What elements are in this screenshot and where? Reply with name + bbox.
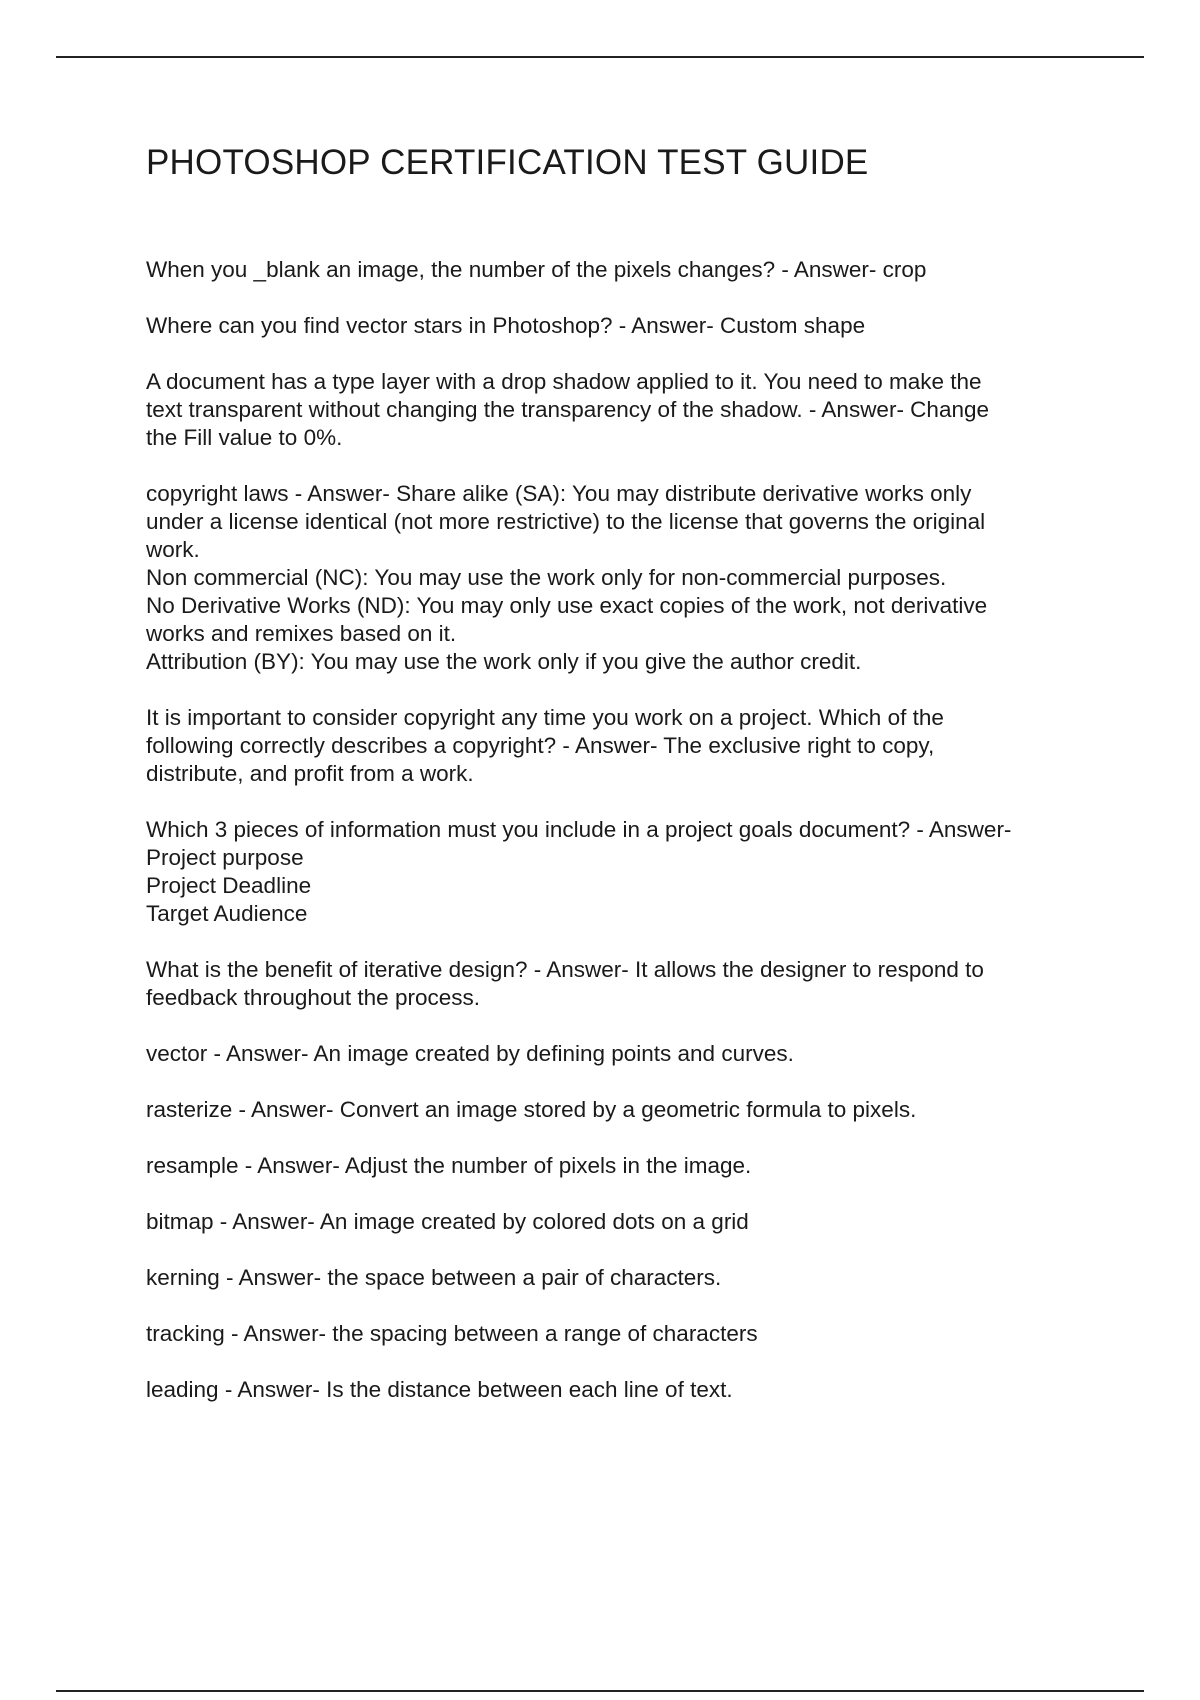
qa-entry-line: distribute, and profit from a work.: [146, 761, 474, 786]
qa-entry: [146, 1264, 1086, 1292]
qa-entry: [146, 1208, 1086, 1236]
qa-entry-line: Where can you find vector stars in Photoshop? - Answer- Custom shape: [146, 313, 866, 338]
qa-entry-line: the Fill value to 0%.: [146, 425, 343, 450]
qa-entry-line: feedback throughout the process.: [146, 985, 480, 1010]
qa-entry-line: work.: [146, 537, 200, 562]
qa-entry-line: Project purpose: [146, 845, 304, 870]
qa-entry-line: tracking - Answer- the spacing between a range of characters: [146, 1321, 758, 1346]
qa-entry-line: bitmap - Answer- An image created by colored dots on a grid: [146, 1209, 749, 1234]
qa-entry: [146, 312, 1086, 340]
top-rule: [56, 56, 1144, 58]
qa-entry-line: under a license identical (not more restrictive) to the license that governs the original: [146, 509, 986, 534]
qa-entry-line: What is the benefit of iterative design? - Answer- It allows the designer to respond to: [146, 957, 984, 982]
qa-entry-line: Attribution (BY): You may use the work only if you give the author credit.: [146, 649, 862, 674]
qa-entry-line: Which 3 pieces of information must you include in a project goals document? - Answer-: [146, 817, 1012, 842]
qa-entry-line: text transparent without changing the transparency of the shadow. - Answer- Change: [146, 397, 990, 422]
page-title: PHOTOSHOP CERTIFICATION TEST GUIDE: [146, 143, 869, 182]
qa-entry: [146, 1376, 1086, 1404]
qa-entry-line: works and remixes based on it.: [146, 621, 457, 646]
qa-entry-line: copyright laws - Answer- Share alike (SA): You may distribute derivative works only: [146, 481, 972, 506]
qa-entry: [146, 1040, 1086, 1068]
qa-entry: [146, 368, 1086, 452]
qa-entry: [146, 256, 1086, 284]
qa-entry: [146, 1096, 1086, 1124]
qa-entry-line: It is important to consider copyright any time you work on a project. Which of the: [146, 705, 944, 730]
qa-entry-line: resample - Answer- Adjust the number of pixels in the image.: [146, 1153, 752, 1178]
qa-entry: [146, 1152, 1086, 1180]
qa-entry-line: Target Audience: [146, 901, 308, 926]
qa-entry-line: No Derivative Works (ND): You may only use exact copies of the work, not derivative: [146, 593, 988, 618]
qa-entry-line: leading - Answer- Is the distance between each line of text.: [146, 1377, 733, 1402]
qa-entry-line: Project Deadline: [146, 873, 312, 898]
qa-entry-line: Non commercial (NC): You may use the work only for non-commercial purposes.: [146, 565, 947, 590]
qa-entry: [146, 816, 1086, 928]
qa-entry: [146, 704, 1086, 788]
qa-entry-line: following correctly describes a copyright? - Answer- The exclusive right to copy,: [146, 733, 935, 758]
qa-entry-line: rasterize - Answer- Convert an image stored by a geometric formula to pixels.: [146, 1097, 917, 1122]
qa-entry: [146, 1320, 1086, 1348]
qa-entry: [146, 956, 1086, 1012]
qa-entry: [146, 480, 1086, 676]
qa-list: [146, 256, 1086, 1432]
qa-entry-line: A document has a type layer with a drop shadow applied to it. You need to make the: [146, 369, 982, 394]
qa-entry-line: kerning - Answer- the space between a pair of characters.: [146, 1265, 722, 1290]
bottom-rule: [56, 1690, 1144, 1692]
qa-entry-line: vector - Answer- An image created by defining points and curves.: [146, 1041, 794, 1066]
qa-entry-line: When you _blank an image, the number of the pixels changes? - Answer- crop: [146, 257, 927, 282]
